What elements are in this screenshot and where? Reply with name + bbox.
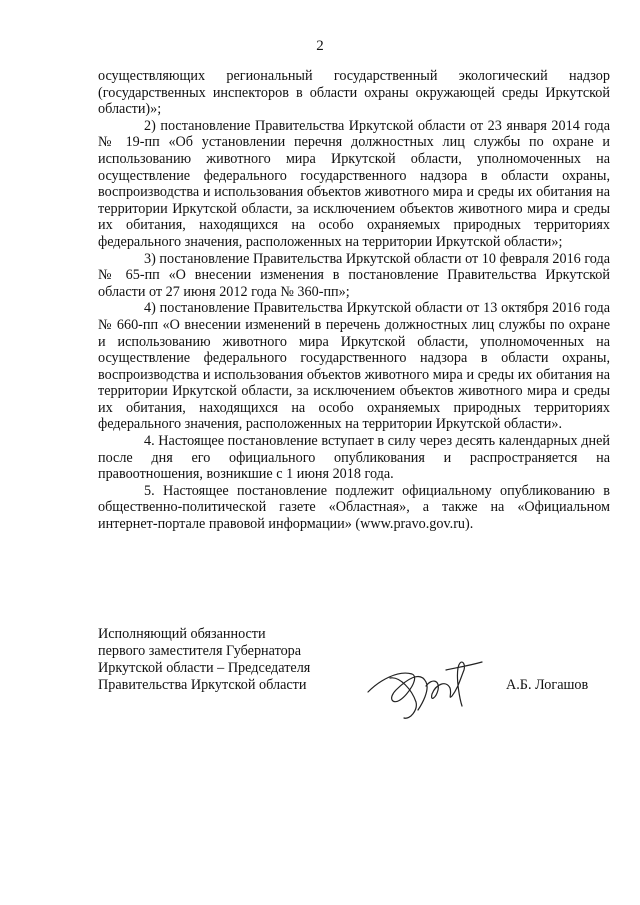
paragraph-clause-4: 4. Настоящее постановление вступает в силу через десять календарных дней после дня его официального опубликования и распространяется на правоотношения, возникшие с 1 июня 2018 года. xyxy=(98,433,610,483)
page-number: 2 xyxy=(316,38,324,54)
document-body xyxy=(98,68,610,533)
signatory-title-line: первого заместителя Губернатора xyxy=(98,643,302,659)
paragraph-continuation: осуществляющих региональный государственный экологический надзор (государственных инспекторов в области охраны окружающей среды Иркутской области)»; xyxy=(98,68,610,118)
signer-name: А.Б. Логашов xyxy=(506,677,589,693)
signatory-title xyxy=(98,626,310,694)
signatory-title-line: Исполняющий обязанности xyxy=(98,626,266,642)
paragraph-item-4: 4) постановление Правительства Иркутской области от 13 октября 2016 года № 660-пп «О внесении изменений в перечень должностных лиц службы по охране и использованию животного мира Иркутской области, уполномоченных на осуществление федерального государственного надзора в области охраны, воспроизводства и использования объектов животного мира и среды их обитания на территории Иркутской области, за исключением объектов животного мира и среды их обитания, находящихся на особо охраняемых природных территориях федерального значения, расположенных на территории Иркутской области». xyxy=(98,300,610,433)
paragraph-item-3: 3) постановление Правительства Иркутской области от 10 февраля 2016 года № 65-пп «О внесении изменения в постановление Правительства Иркутской области от 27 июня 2012 года № 360-пп»; xyxy=(98,250,610,300)
signatory-title-line: Иркутской области – Председателя xyxy=(98,660,311,676)
paragraph-clause-5: 5. Настоящее постановление подлежит официальному опубликованию в общественно-политической газете «Областная», а также на «Официальном интернет-портале правовой информации» (www.pravo.gov.ru). xyxy=(98,482,610,533)
paragraph-item-2: 2) постановление Правительства Иркутской области от 23 января 2014 года № 19-пп «Об установлении перечня должностных лиц службы по охране и использованию животного мира Иркутской области, уполномоченных на осуществление федерального государственного надзора в области охраны, воспроизводства и использования объектов животного мира и среды их обитания на территории Иркутской области, за исключением объектов животного мира и среды их обитания, находящихся на особо охраняемых природных территориях федерального значения, расположенных на территории Иркутской области»; xyxy=(98,117,610,250)
signatory-title-line: Правительства Иркутской области xyxy=(98,677,307,693)
handwritten-signature xyxy=(360,640,490,735)
